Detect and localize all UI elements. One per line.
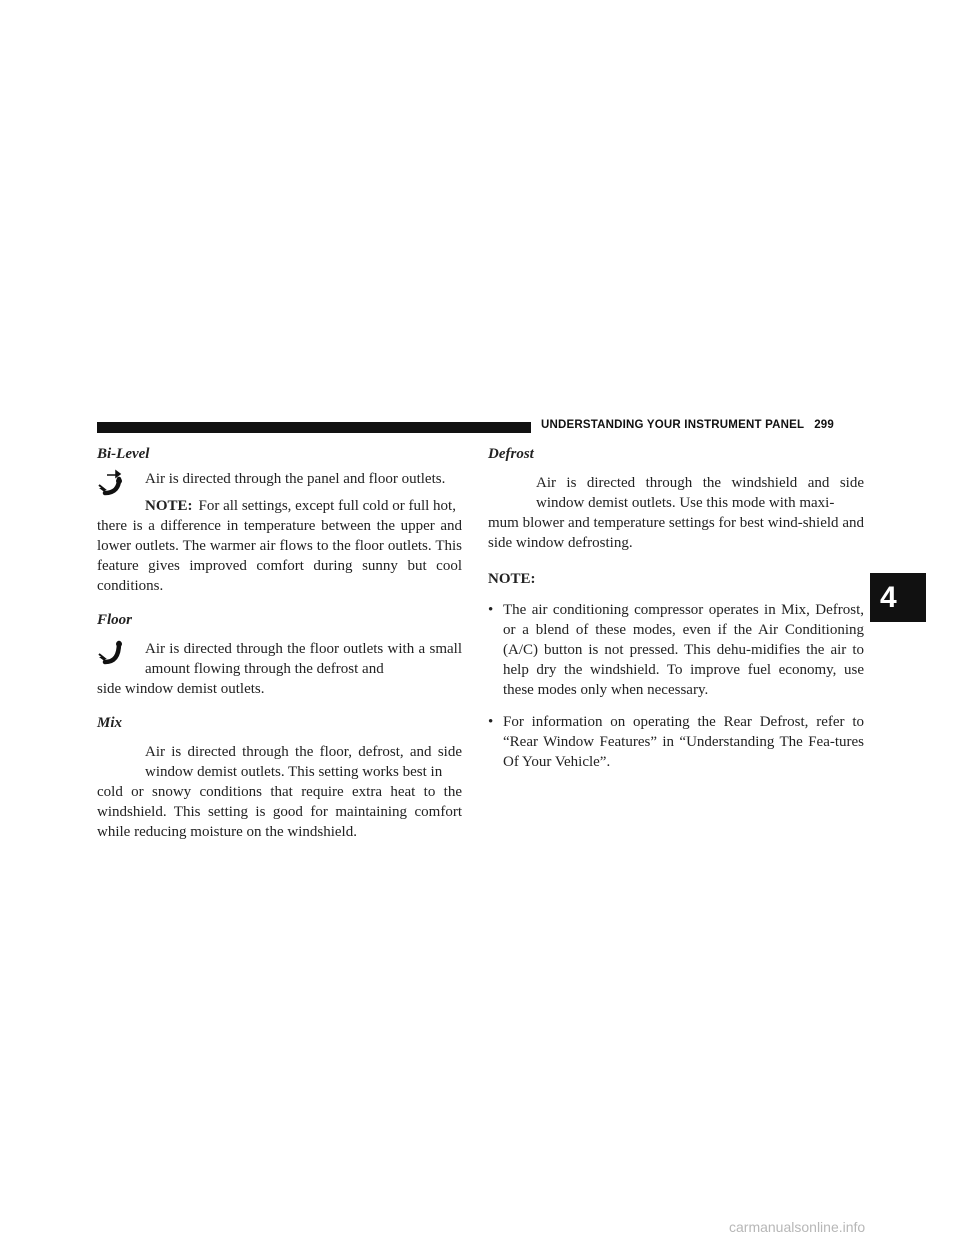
list-item bbox=[488, 712, 864, 772]
left-column bbox=[97, 444, 462, 842]
bullet-dot: • bbox=[488, 602, 494, 618]
note-heading: NOTE: bbox=[488, 571, 536, 587]
page-number: 299 bbox=[814, 419, 834, 431]
defrost-text-first: Air is directed through the windshield and side window demist outlets. Use this mode with maxi- bbox=[536, 475, 864, 511]
floor-block bbox=[97, 639, 462, 699]
note-label: NOTE: bbox=[145, 498, 193, 514]
watermark: carmanualsonline.info bbox=[729, 1219, 866, 1235]
defrost-text-rest: mum blower and temperature settings for best wind-shield and side window defrosting. bbox=[488, 515, 864, 551]
floor-airflow-icon bbox=[97, 639, 127, 669]
header-title: UNDERSTANDING YOUR INSTRUMENT PANEL bbox=[541, 419, 805, 431]
section-title-bi-level: Bi-Level bbox=[97, 446, 150, 462]
bullet-text: For information on operating the Rear Defrost, refer to “Rear Window Features” in “Understanding The Fea-tures Of Your Vehicle”. bbox=[503, 714, 864, 770]
list-item bbox=[488, 600, 864, 700]
mix-text-rest: cold or snowy conditions that require extra heat to the windshield. This setting is good for maintaining comfort while reducing moisture on the windshield. bbox=[97, 784, 462, 840]
bi-level-block bbox=[97, 469, 462, 596]
floor-text-first: Air is directed through the floor outlets with a small amount flowing through the defrost and bbox=[145, 641, 462, 677]
floor-text-rest: side window demist outlets. bbox=[97, 681, 265, 697]
bi-level-airflow-icon bbox=[97, 469, 127, 499]
section-title-defrost: Defrost bbox=[488, 446, 534, 462]
mix-text-first: Air is directed through the floor, defrost, and side window demist outlets. This setting works best in bbox=[145, 744, 462, 780]
right-column bbox=[488, 444, 864, 772]
running-header bbox=[541, 419, 834, 431]
mix-block bbox=[97, 742, 462, 842]
section-title-mix: Mix bbox=[97, 715, 123, 731]
bi-level-note bbox=[145, 496, 462, 516]
defrost-block bbox=[488, 473, 864, 553]
bi-level-note-first: For all settings, except full cold or full hot, bbox=[198, 498, 456, 514]
note-bullet-list bbox=[488, 600, 864, 772]
bi-level-note-rest: there is a difference in temperature between the upper and lower outlets. The warmer air flows to the floor outlets. This feature gives improved comfort during sunny but cool conditions. bbox=[97, 518, 462, 594]
bi-level-text: Air is directed through the panel and floor outlets. bbox=[145, 471, 446, 487]
section-title-floor: Floor bbox=[97, 612, 133, 628]
bullet-dot: • bbox=[488, 714, 494, 730]
header-bar bbox=[97, 422, 531, 433]
chapter-tab: 4 bbox=[870, 573, 926, 622]
bullet-text: The air conditioning compressor operates in Mix, Defrost, or a blend of these modes, even if the Air Conditioning (A/C) button is not pressed. This dehu-midifies the air to help dry the windshield. To improve fuel economy, use these modes only when necessary. bbox=[503, 602, 864, 698]
